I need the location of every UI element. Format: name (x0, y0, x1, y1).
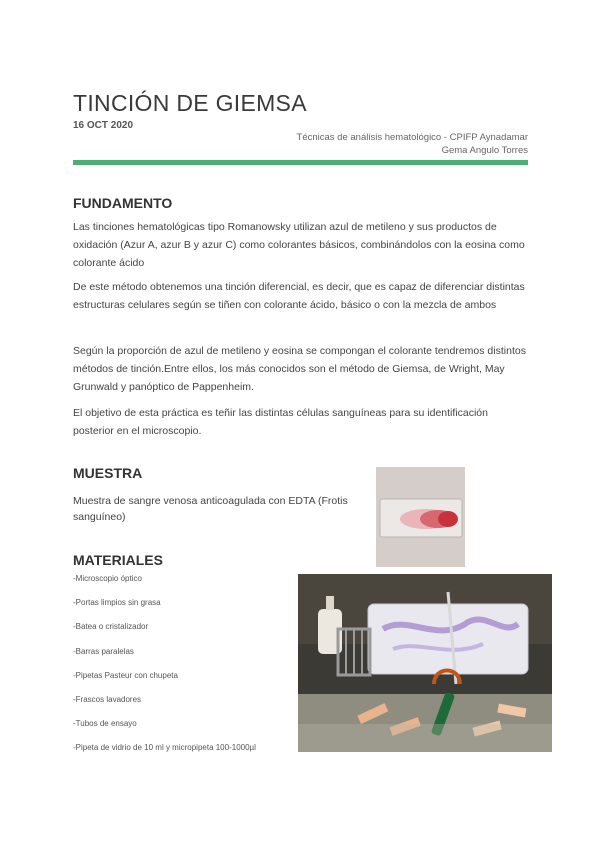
list-item: -Tubos de ensayo (73, 719, 137, 729)
section-heading-materiales: MATERIALES (73, 552, 163, 568)
institution-text: Técnicas de análisis hematológico - CPIFP Aynadamar (296, 132, 528, 143)
section-heading-muestra: MUESTRA (73, 465, 143, 481)
document-date: 16 OCT 2020 (73, 120, 134, 131)
list-item: -Pipetas Pasteur con chupeta (73, 670, 178, 680)
list-item: -Pipeta de vidrio de 10 ml y micropipeta 100-1000µl (73, 743, 256, 753)
author-text: Gema Angulo Torres (441, 145, 528, 156)
paragraph: De este método obtenemos una tinción diferencial, es decir, que es capaz de diferenciar distintas estructuras celulares según se tiñen con colorante ácido, básico o con la mezcla de ambos (73, 281, 525, 311)
blood-smear-photo (376, 467, 465, 567)
document-meta (297, 131, 528, 157)
section-heading-fundamento: FUNDAMENTO (73, 195, 173, 211)
page-title: TINCIÓN DE GIEMSA (73, 90, 307, 116)
lab-materials-photo (298, 574, 552, 752)
paragraph: Según la proporción de azul de metileno y eosina se compongan el colorante tendremos distintos métodos de tinción.Entre ellos, los más conocidos son el método de Giemsa, de Wright, May Grunwald y panóptico de Pappenheim. (73, 345, 526, 393)
materials-list (73, 574, 256, 768)
header-divider (73, 160, 528, 165)
paragraph: El objetivo de esta práctica es teñir las distintas células sanguíneas para su identificación posterior en el microscopio. (73, 407, 488, 437)
list-item: -Portas limpios sin grasa (73, 598, 161, 608)
sample-description: Muestra de sangre venosa anticoagulada con EDTA (Frotis sanguíneo) (73, 495, 348, 523)
paragraph: Las tinciones hematológicas tipo Romanowsky utilizan azul de metileno y sus productos de oxidación (Azur A, azur B y azur C) como colorantes básicos, combinándolos con la eosina como colorante ácido (73, 221, 525, 269)
list-item: -Batea o cristalizador (73, 622, 149, 632)
list-item: -Barras paralelas (73, 646, 134, 656)
list-item: -Frascos lavadores (73, 694, 142, 704)
list-item: -Microscopio óptico (73, 574, 142, 583)
